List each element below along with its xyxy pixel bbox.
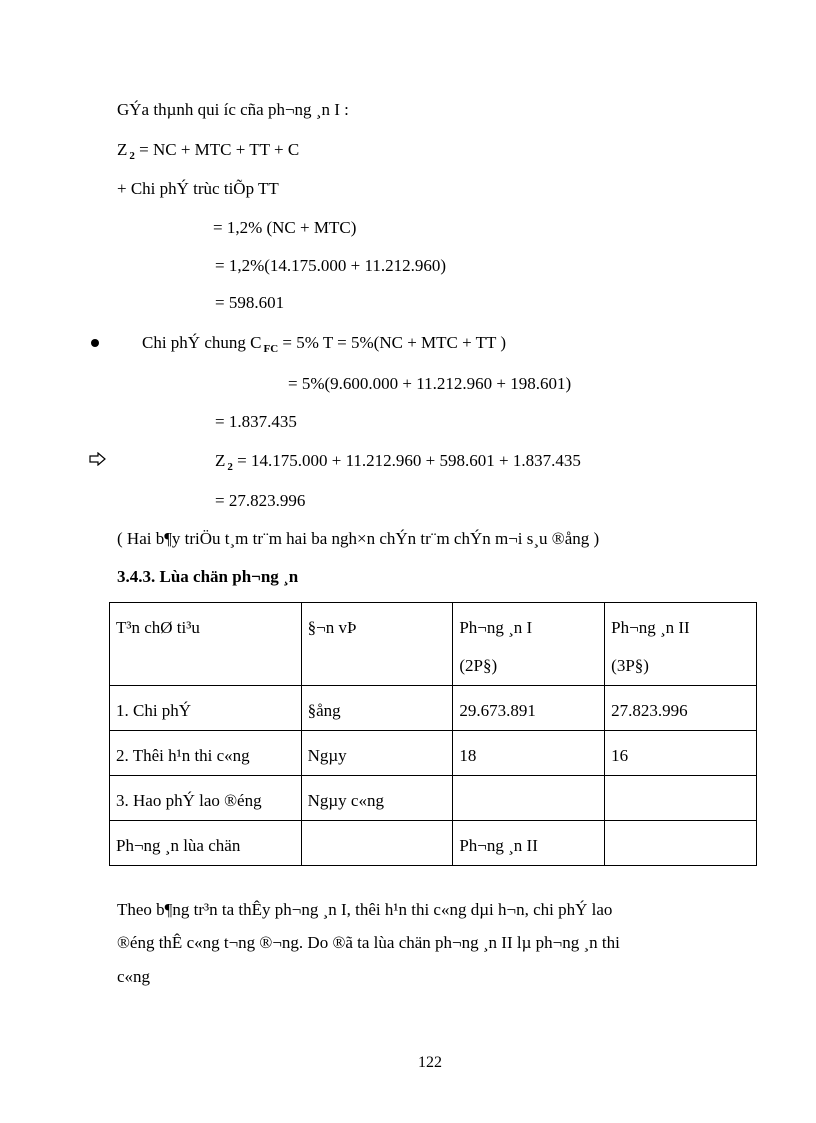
page-number: 122 <box>418 1054 442 1071</box>
general-cost-formula <box>142 333 506 355</box>
header-option-1: Ph¬ng ¸n I (2P§) <box>453 603 605 686</box>
table-cell: §ång <box>301 686 453 731</box>
conclusion-line-3: c«ng <box>117 967 151 986</box>
table-cell <box>605 776 757 821</box>
comparison-table <box>109 602 757 866</box>
table-cell: Ph¬ng ¸n II <box>453 821 605 866</box>
direct-cost-title: + Chi phÝ trùc tiÕp TT <box>117 179 279 198</box>
table-row <box>110 731 757 776</box>
general-cost-result: = 1.837.435 <box>215 412 297 431</box>
table-cell <box>301 821 453 866</box>
formula-z2 <box>117 140 299 162</box>
general-cost-calc: = 5%(9.600.000 + 11.212.960 + 198.601) <box>288 374 572 393</box>
total-z2-symbol: Z <box>215 451 226 470</box>
arrow-right-icon <box>89 452 107 466</box>
conclusion-line-1: Theo b¶ng tr³n ta thÊy ph¬ng ¸n I, thêi h¹n thi c«ng dµi h¬n, chi phÝ lao <box>117 900 613 919</box>
table-cell: 1. Chi phÝ <box>110 686 302 731</box>
total-z2-subscript: 2 <box>227 461 233 473</box>
table-cell: Ngµy c«ng <box>301 776 453 821</box>
table-row <box>110 821 757 866</box>
table-cell: 16 <box>605 731 757 776</box>
header-option-2: Ph¬ng ¸n II (3P§) <box>605 603 757 686</box>
amount-in-words: ( Hai b¶y triÖu t¸m tr¨m hai ba ngh×n chÝn tr¨m chÝn m¬i s¸u ®ång ) <box>117 529 600 548</box>
total-z2-expression: = 14.175.000 + 11.212.960 + 598.601 + 1.837.435 <box>232 451 581 470</box>
direct-cost-formula: = 1,2% (NC + MTC) <box>213 218 357 237</box>
formula-z2-expression: = NC + MTC + TT + C <box>134 140 300 159</box>
total-z2-formula <box>215 451 581 473</box>
total-z2-result: = 27.823.996 <box>215 491 306 510</box>
direct-cost-result: = 598.601 <box>215 293 285 312</box>
table-cell <box>605 821 757 866</box>
conclusion-line-2: ®éng thÊ c«ng t¬ng ®¬ng. Do ®ã ta lùa chän ph¬ng ¸n II lµ ph¬ng ¸n thi <box>117 933 620 952</box>
table-cell <box>453 776 605 821</box>
header-unit: §¬n vÞ <box>301 603 453 686</box>
table-cell: 18 <box>453 731 605 776</box>
table-cell: Ngµy <box>301 731 453 776</box>
table-cell: 3. Hao phÝ lao ®éng <box>110 776 302 821</box>
formula-z2-symbol: Z <box>117 140 128 159</box>
table-row <box>110 686 757 731</box>
general-cost-expression: = 5% T = 5%(NC + MTC + TT ) <box>278 333 507 352</box>
heading-line: GÝa thµnh qui íc cña ph¬ng ¸n I : <box>117 100 349 119</box>
general-cost-subscript: FC <box>263 343 279 355</box>
section-heading: 3.4.3. Lùa chän ph¬ng ¸n <box>117 567 299 586</box>
formula-z2-subscript: 2 <box>129 150 135 162</box>
table-row <box>110 776 757 821</box>
table-cell: 2. Thêi h¹n thi c«ng <box>110 731 302 776</box>
header-criteria: T³n chØ ti³u <box>110 603 302 686</box>
table-header-row <box>110 603 757 686</box>
direct-cost-calc: = 1,2%(14.175.000 + 11.212.960) <box>215 256 447 275</box>
table-cell: 29.673.891 <box>453 686 605 731</box>
table-cell: Ph¬ng ¸n lùa chän <box>110 821 302 866</box>
general-cost-label: Chi phÝ chung C <box>142 333 262 352</box>
table-cell: 27.823.996 <box>605 686 757 731</box>
bullet-icon <box>91 339 99 347</box>
